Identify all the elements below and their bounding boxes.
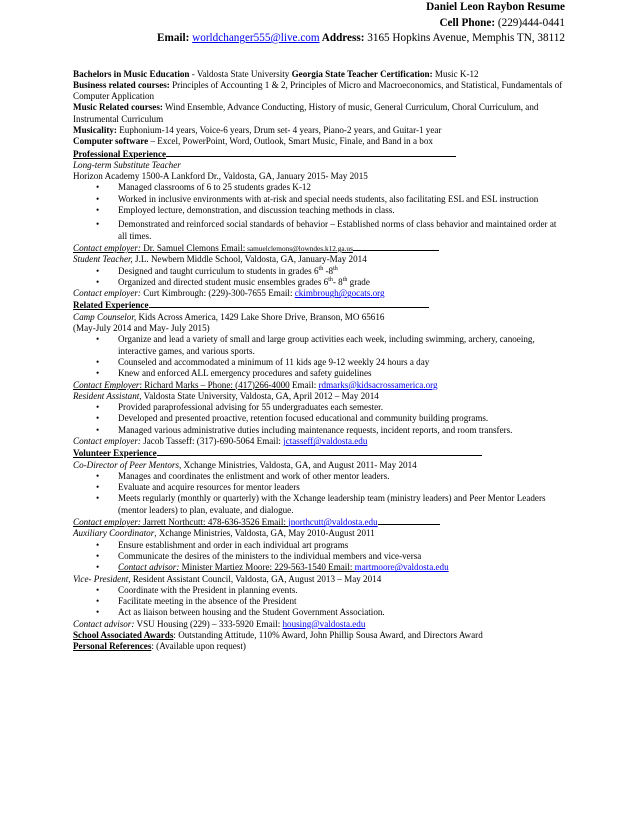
job-place: , Resident Assistant Council, Valdosta, GA, August 2013 – May 2014 bbox=[128, 573, 382, 584]
music-label: Music Related courses: bbox=[73, 102, 163, 113]
contact-line bbox=[73, 288, 565, 299]
contact-text: VSU Housing (229) – 333-5920 Email: bbox=[134, 618, 283, 629]
bullet-text: Designed and taught curriculum to students in grades 6 bbox=[118, 265, 319, 276]
list-item bbox=[73, 277, 565, 288]
list-item: • Meets regularly (monthly or quarterly) with the Xchange leadership team (ministry leaders) and Peer Mentor Leaders (mentor leaders) to plan, evaluate, and dialogue. bbox=[73, 493, 565, 516]
phone-label: Cell Phone: bbox=[439, 16, 496, 29]
list-item: • Manages and coordinates the enlistment and work of other mentor leaders. bbox=[73, 471, 565, 482]
list-item: • Knew and enforced ALL emergency procedures and safety guidelines bbox=[73, 368, 565, 379]
contact-label: Contact employer: bbox=[73, 242, 141, 253]
professional-heading: Professional Experience bbox=[73, 148, 167, 159]
awards-line bbox=[73, 630, 565, 641]
contact-line bbox=[73, 619, 565, 630]
job-place: Horizon Academy 1500-A Lankford Dr., Valdosta, GA, January 2015- May 2015 bbox=[73, 171, 368, 182]
superscript: th bbox=[328, 276, 333, 283]
list-item: • Managed classrooms of 6 to 25 students grades K-12 bbox=[73, 182, 565, 193]
contact-text: Curt Kimbrough: (229)-300-7655 Email: bbox=[140, 288, 295, 299]
list-item: • Employed lecture, demonstration, and discussion teaching methods in class. bbox=[73, 205, 565, 216]
contact-text: Jarrett Northcutt: 478-636-3526 Email: bbox=[140, 517, 289, 528]
list-item: • Ensure establishment and order in each individual art programs bbox=[73, 540, 565, 551]
cert-label: Georgia State Teacher Certification: bbox=[291, 68, 433, 79]
business-text: Principles of Accounting 1 & 2, Principles of Micro and Macroeconomics, and Statistical, Fundamentals of Computer Application bbox=[73, 79, 563, 102]
job-title: Student Teacher, bbox=[73, 254, 133, 265]
job-title: Co-Director of Peer Mentors bbox=[73, 459, 179, 470]
job-place: Kids Across America, 1429 Lake Shore Drive, Branson, MO 65616 bbox=[136, 311, 385, 322]
bullet-text: - 8 bbox=[332, 276, 343, 287]
bullet-text: grade bbox=[347, 276, 370, 287]
job-dates: (May-July 2014 and May- July 2015) bbox=[73, 323, 210, 334]
superscript: th bbox=[333, 265, 338, 272]
job-heading-line bbox=[73, 254, 565, 265]
job-title: Vice- President bbox=[73, 573, 129, 584]
business-label: Business related courses: bbox=[73, 79, 170, 90]
contact-email-link[interactable]: jnorthcutt@valdosta.edu bbox=[288, 517, 378, 528]
address-label: Address: bbox=[321, 32, 365, 44]
degree-label: Bachelors in Music Education bbox=[73, 68, 190, 79]
list-item bbox=[73, 266, 565, 277]
job-title: Long-term Substitute Teacher bbox=[73, 159, 181, 170]
section-rule bbox=[166, 148, 456, 157]
software-text: – Excel, PowerPoint, Word, Outlook, Smart Music, Finale, and Band in a box bbox=[148, 136, 433, 147]
references-text: : (Available upon request) bbox=[151, 641, 246, 652]
contact-email-label: Email: bbox=[221, 242, 246, 253]
resume-header bbox=[73, 0, 565, 47]
underline-fill bbox=[378, 516, 440, 525]
phone-number: (229)444-0441 bbox=[497, 16, 565, 29]
professional-heading-row bbox=[73, 148, 565, 160]
job-bullets bbox=[73, 266, 565, 289]
contact-email-link[interactable]: rdmarks@kidsacrossamerica.org bbox=[318, 379, 438, 390]
software-label: Computer software bbox=[73, 136, 149, 147]
section-rule bbox=[157, 447, 482, 456]
underline-fill bbox=[353, 242, 439, 251]
job-heading-line bbox=[73, 460, 565, 471]
musicality-label: Musicality: bbox=[73, 124, 117, 135]
degree-text: - Valdosta State University bbox=[189, 68, 292, 79]
references-label: Personal References bbox=[73, 641, 152, 652]
contact-email-link[interactable]: jctasseff@valdosta.edu bbox=[283, 436, 368, 446]
contact-text: Jacob Tasseff: (317)-690-5064 Email: bbox=[140, 436, 284, 446]
contact-line bbox=[73, 380, 565, 391]
list-item: • Evaluate and acquire resources for mentor leaders bbox=[73, 482, 565, 493]
job-place: , Xchange Ministries, Valdosta, GA, and August 2011- May 2014 bbox=[179, 459, 417, 470]
cert-text: Music K-12 bbox=[432, 68, 479, 79]
contact-email-label: Email: bbox=[289, 379, 319, 390]
list-item: • Coordinate with the President in planning events. bbox=[73, 585, 565, 596]
bullet-text: Organized and directed student music ensembles grades 6 bbox=[118, 276, 329, 287]
list-item: • Worked in inclusive environments with at-risk and special needs students, also facilitating ESL and ESL instruction bbox=[73, 194, 565, 205]
email-address-line bbox=[29, 31, 565, 47]
advisor-text: Minister Martiez Moore: 229-563-1540 Email: bbox=[179, 562, 355, 573]
phone-line bbox=[73, 16, 565, 32]
contact-label: Contact advisor: bbox=[73, 618, 135, 629]
list-item: • Provided paraprofessional advising for 55 undergraduates each semester. bbox=[73, 402, 565, 413]
resume-document bbox=[73, 0, 565, 653]
contact-email-link[interactable]: housing@valdosta.edu bbox=[282, 618, 366, 629]
job-bullets bbox=[73, 471, 565, 516]
awards-label: School Associated Awards bbox=[73, 630, 174, 641]
musicality-text: Euphonium-14 years, Voice-6 years, Drum set- 4 years, Piano-2 years, and Guitar-1 year bbox=[116, 124, 442, 135]
contact-name: Dr. Samuel Clemons bbox=[140, 242, 222, 253]
contact-label: Contact Employer bbox=[73, 379, 140, 390]
job-heading-line bbox=[73, 574, 565, 585]
awards-text: : Outstanding Attitude, 110% Award, John Phillip Sousa Award, and Directors Award bbox=[173, 630, 483, 641]
list-item: • Organize and lead a variety of small and large group activities each week, including swimming, archery, canoeing, interactive games, and various sports. bbox=[73, 334, 565, 357]
email-label: Email: bbox=[157, 32, 190, 44]
job-bullets bbox=[73, 334, 565, 379]
contact-line bbox=[73, 436, 565, 447]
references-line bbox=[73, 641, 565, 652]
advisor-email-link[interactable]: martmoore@valdosta.edu bbox=[354, 562, 449, 573]
job-title: Camp Counselor, bbox=[73, 311, 137, 322]
bullet-text: -8 bbox=[323, 265, 334, 276]
contact-text: : Richard Marks – Phone: (417)266-4000 bbox=[139, 379, 290, 390]
job-heading-line bbox=[73, 312, 565, 323]
related-heading: Related Experience bbox=[73, 300, 149, 311]
email-link[interactable]: worldchanger555@live.com bbox=[192, 32, 320, 44]
summary-section bbox=[73, 69, 565, 148]
job-place: , Xchange Ministries, Valdosta, GA, May 2010-August 2011 bbox=[154, 528, 375, 539]
job-place: J.L. Newbern Middle School, Valdosta, GA, January-May 2014 bbox=[132, 254, 367, 265]
related-heading-row bbox=[73, 299, 565, 311]
contact-label: Contact employer: bbox=[73, 288, 141, 299]
list-item: • Facilitate meeting in the absence of the President bbox=[73, 596, 565, 607]
contact-line bbox=[73, 242, 565, 254]
degree-line bbox=[73, 69, 565, 80]
contact-line bbox=[73, 516, 565, 528]
job-title: Auxiliary Coordinator bbox=[73, 528, 155, 539]
job-place: , Valdosta State University, Valdosta, GA, April 2012 – May 2014 bbox=[139, 390, 379, 401]
job-bullets bbox=[73, 182, 565, 241]
musicality bbox=[73, 125, 565, 136]
list-item: • Managed various administrative duties including maintenance requests, incident reports, and room transfers. bbox=[73, 425, 565, 436]
job-bullets bbox=[73, 540, 565, 574]
computer-software bbox=[73, 136, 565, 147]
list-item: • Developed and presented proactive, retention focused educational and community building programs. bbox=[73, 413, 565, 424]
list-item: • Counseled and accommodated a minimum of 11 kids age 9-12 weekly 24 hours a day bbox=[73, 357, 565, 368]
job-bullets bbox=[73, 585, 565, 619]
volunteer-heading-row bbox=[73, 447, 565, 459]
section-rule bbox=[149, 299, 429, 308]
address-text: 3165 Hopkins Avenue, Memphis TN, 38112 bbox=[367, 32, 565, 44]
business-courses bbox=[73, 80, 565, 103]
volunteer-heading: Volunteer Experience bbox=[73, 448, 157, 459]
job-heading-line bbox=[73, 528, 565, 539]
superscript: th bbox=[342, 276, 348, 283]
advisor-label: Contact advisor: bbox=[118, 562, 180, 573]
superscript: th bbox=[318, 265, 324, 272]
job-title: Resident Assistant bbox=[73, 390, 140, 401]
contact-email-link[interactable]: ckimbrough@gocats.org bbox=[294, 288, 385, 299]
resume-title: Daniel Leon Raybon Resume bbox=[426, 1, 565, 13]
job-bullets bbox=[73, 402, 565, 436]
list-item bbox=[73, 562, 565, 573]
job-heading-line bbox=[73, 391, 565, 402]
music-text: Wind Ensemble, Advance Conducting, History of music, General Curriculum, Choral Curriculum, and Instrumental Curriculum bbox=[73, 102, 539, 124]
list-item: • Act as liaison between housing and the Student Government Association. bbox=[73, 607, 565, 618]
list-item: • Communicate the desires of the ministers to the individual members and vice-versa bbox=[73, 551, 565, 562]
list-item: • Demonstrated and reinforced social standards of behavior – Established norms of class behavior and maintained order at all times. bbox=[73, 219, 565, 242]
contact-label: Contact employer: bbox=[73, 517, 141, 528]
contact-email[interactable]: samuelclemons@lowndes.k12.ga.us bbox=[245, 243, 353, 253]
contact-label: Contact employer: bbox=[73, 436, 141, 446]
music-courses bbox=[73, 102, 565, 125]
